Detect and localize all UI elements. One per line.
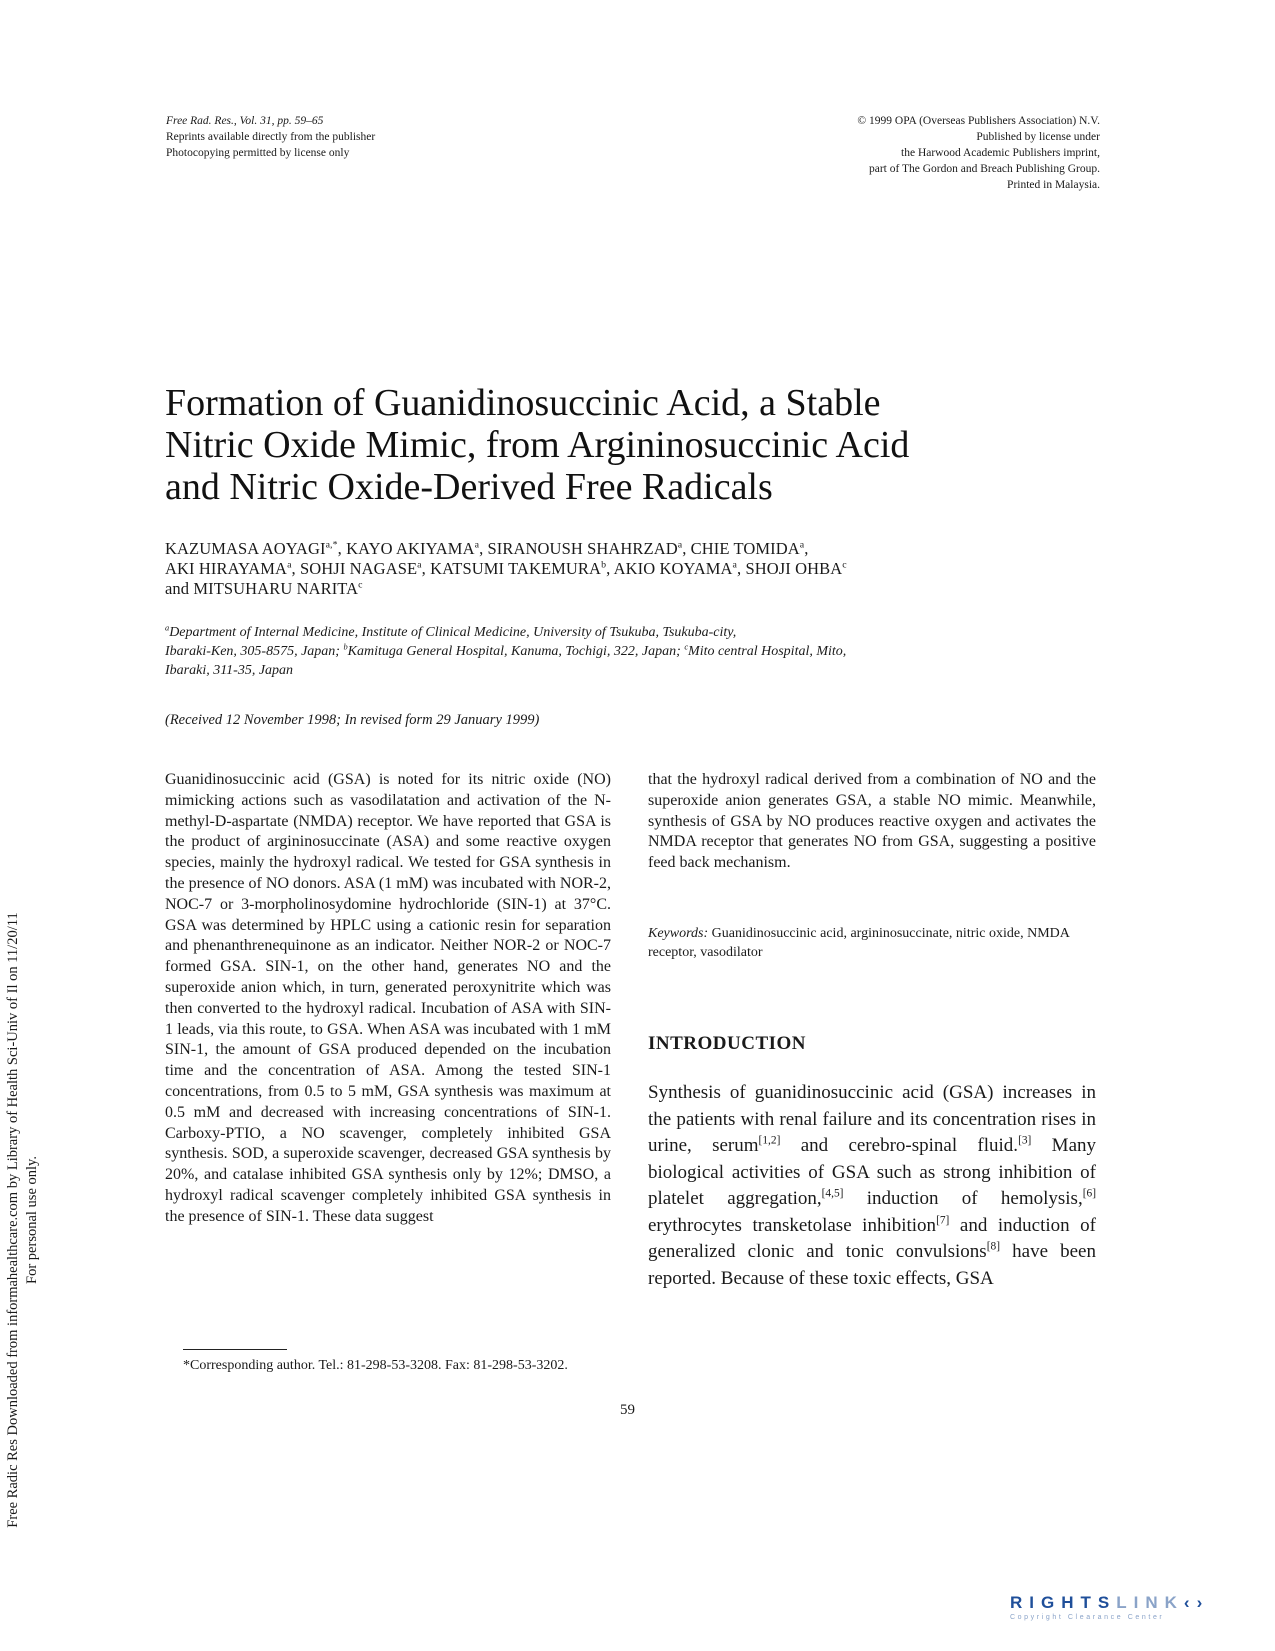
rightslink-wordmark: RIGHTSLINK‹› — [1010, 1593, 1210, 1612]
rightslink-arrow-icon: ‹› — [1183, 1593, 1210, 1612]
title-line-1: Formation of Guanidinosuccinic Acid, a Stable — [165, 382, 881, 424]
article-title — [165, 382, 1065, 508]
affiliation-line-3: Ibaraki, 311-35, Japan — [165, 663, 294, 678]
author-list — [165, 539, 1065, 599]
introduction-body: Synthesis of guanidinosuccinic acid (GSA) increases in the patients with renal failure and its concentration rises in urine, serum[1,2] and cerebro-spinal fluid.[3] Many biological activities of GSA such as strong inhibition of platelet aggregation,[4,5] induction of hemolysis,[6] erythrocytes transketolase inhibition[7] and induction of generalized clonic and tonic convulsions[8] have been reported. Because of these toxic effects, GSA — [648, 1082, 1097, 1289]
journal-header-left — [166, 113, 375, 161]
abstract-right-column: that the hydroxyl radical derived from a combination of NO and the superoxide anion generates GSA, a stable NO mimic. Meanwhile, synthesis of GSA by NO produces reactive oxygen and activates the NMDA receptor that generates NO from GSA, suggesting a positive feed back mechanism. — [648, 771, 1096, 872]
abstract-left-column: Guanidinosuccinic acid (GSA) is noted for its nitric oxide (NO) mimicking actions such as vasodilatation and activation of the N-methyl-D-aspartate (NMDA) receptor. We have reported that GSA is the product of argininosuccinate (ASA) and some reactive oxygen species, mainly the hydroxyl radical. We tested for GSA synthesis in the presence of NO donors. ASA (1 mM) was incubated with NOR-2, NOC-7 or 3-morpholinosydomine hydrochloride (SIN-1) at 37°C. GSA was determined by HPLC using a cationic resin for separation and phenanthrenequinone as an indicator. Neither NOR-2 or NOC-7 formed GSA. SIN-1, on the other hand, generates NO and the superoxide anion which, in turn, generated peroxynitrite which was then converted to the hydroxyl radical. Incubation of ASA with SIN-1 leads, via this route, to GSA. When ASA was incubated with 1 mM SIN-1, the amount of GSA produced depended on the incubation time and the concentration of ASA. Among the tested SIN-1 concentrations, from 0.5 to 5 mM, GSA synthesis was maximum at 0.5 mM and decreased with increasing concentrations of SIN-1. Carboxy-PTIO, a NO scavenger, completely inhibited GSA synthesis. SOD, a superoxide scavenger, decreased GSA synthesis by 20%, and catalase inhibited GSA synthesis only by 12%; DMSO, a hydroxyl radical scavenger completely inhibited GSA synthesis in the presence of SIN-1. These data suggest — [165, 771, 611, 1225]
group-line: part of The Gordon and Breach Publishing Group. — [868, 163, 1100, 175]
rightslink-logo[interactable] — [1010, 1593, 1240, 1633]
photocopying-note: Photocopying permitted by license only — [166, 147, 350, 159]
published-line: Published by license under — [976, 131, 1100, 143]
title-line-2: Nitric Oxide Mimic, from Argininosuccinic Acid — [165, 424, 910, 466]
introduction-heading: INTRODUCTION — [648, 1033, 807, 1054]
imprint-line: the Harwood Academic Publishers imprint, — [901, 147, 1100, 159]
footnote-rule — [183, 1349, 287, 1350]
rightslink-subtitle: Copyright Clearance Center — [1010, 1614, 1165, 1621]
side-note-line-1: Free Radic Res Downloaded from informahealthcare.com by Library of Health Sci-Univ of Il on 11/20/11 — [5, 912, 21, 1528]
reprints-note: Reprints available directly from the publisher — [166, 131, 376, 143]
affiliations — [165, 623, 1065, 680]
page-number: 59 — [620, 1402, 635, 1418]
download-side-note — [4, 840, 84, 1600]
affiliation-line-1: $^a$Department of Internal Medicine, Institute of Clinical Medicine, University of Tsukuba, Tsukuba-city, — [165, 623, 737, 640]
title-line-3: and Nitric Oxide-Derived Free Radicals — [165, 466, 773, 508]
affiliation-line-2: Ibaraki-Ken, 305-8575, Japan; $^b$Kamituga General Hospital, Kanuma, Tochigi, 322, Japan; $^c$Mito central Hospital, Mito, — [165, 642, 847, 659]
journal-citation: Free Rad. Res., Vol. 31, pp. 59–65 — [166, 115, 324, 127]
keywords-text: Guanidinosuccinic acid, argininosuccinate, nitric oxide, NMDA receptor, vasodilator — [648, 926, 1070, 960]
keywords — [648, 924, 1096, 962]
authors-line-2: AKI HIRAYAMA$^a$, SOHJI NAGASE$^a$, KATSUMI TAKEMURA$^b$, AKIO KOYAMA$^a$, SHOJI OHBA$^c$ — [165, 559, 847, 578]
printed-line: Printed in Malaysia. — [1007, 179, 1100, 191]
copyright-line: © 1999 OPA (Overseas Publishers Association) N.V. — [857, 115, 1100, 127]
side-note-line-2: For personal use only. — [24, 1156, 40, 1284]
authors-line-1: KAZUMASA $AOYAGI^{a,*}$, KAYO AKIYAMA$^a$, SIRANOUSH SHAHRZAD$^a$, CHIE TOMIDA$^a$, — [165, 539, 809, 558]
journal-header-right — [780, 113, 1100, 193]
corresponding-author-footnote: *Corresponding author. Tel.: 81-298-53-3208. Fax: 81-298-53-3202. — [183, 1358, 568, 1373]
keywords-label: Keywords: — [648, 926, 709, 941]
received-dates: (Received 12 November 1998; In revised form 29 January 1999) — [165, 712, 540, 728]
authors-line-3: and MITSUHARU NARITA$^c$ — [165, 579, 363, 598]
